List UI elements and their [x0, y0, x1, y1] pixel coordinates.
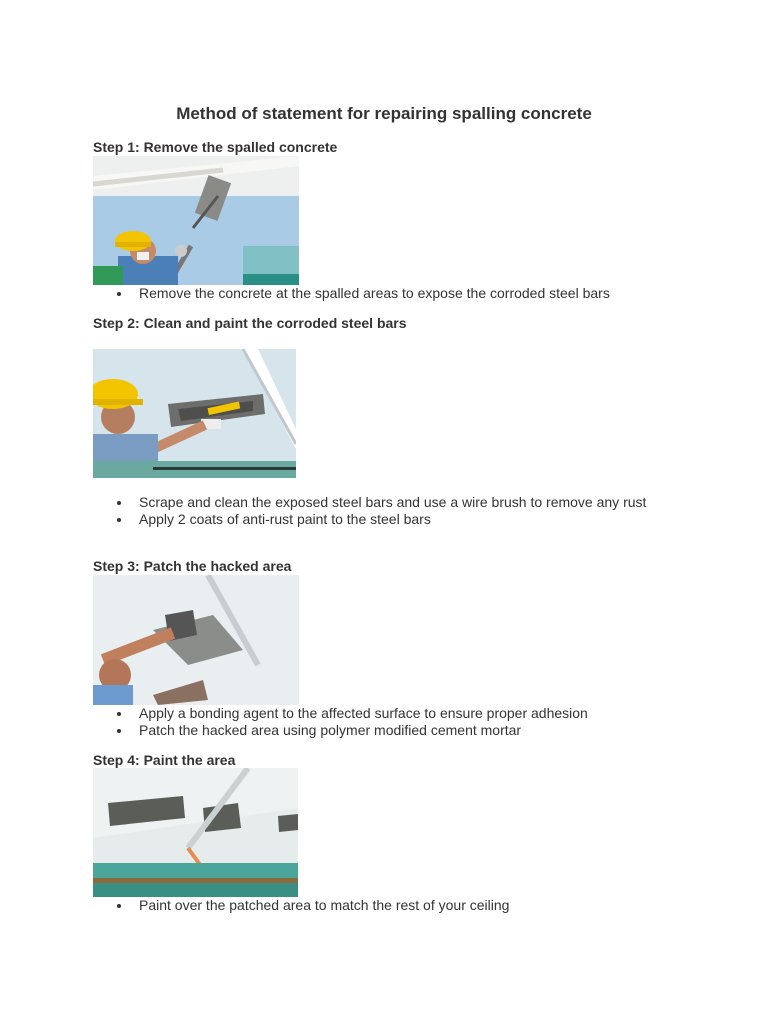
step-4-bullets: [115, 897, 685, 914]
list-item: Apply 2 coats of anti-rust paint to the steel bars: [115, 511, 685, 528]
list-item: Apply a bonding agent to the affected surface to ensure proper adhesion: [115, 705, 685, 722]
step-1-heading: Step 1: Remove the spalled concrete: [93, 139, 338, 155]
step-3-heading: Step 3: Patch the hacked area: [93, 558, 292, 574]
step-3-bullets: [115, 705, 685, 739]
worker-patching-ceiling-photo: [93, 575, 299, 705]
list-item: Remove the concrete at the spalled areas to expose the corroded steel bars: [115, 285, 685, 302]
list-item: Paint over the patched area to match the rest of your ceiling: [115, 897, 685, 914]
step-2-bullets: [115, 494, 685, 528]
step-1-bullets: [115, 285, 685, 302]
document-title: Method of statement for repairing spalling concrete: [176, 104, 592, 123]
worker-chiseling-ceiling-photo: [93, 156, 299, 285]
step-2-heading: Step 2: Clean and paint the corroded steel bars: [93, 315, 407, 331]
step-4-heading: Step 4: Paint the area: [93, 752, 236, 768]
worker-brushing-steel-bars-photo: [93, 349, 296, 478]
list-item: Patch the hacked area using polymer modified cement mortar: [115, 722, 685, 739]
roller-painting-ceiling-photo: [93, 768, 298, 897]
list-item: Scrape and clean the exposed steel bars and use a wire brush to remove any rust: [115, 494, 685, 511]
